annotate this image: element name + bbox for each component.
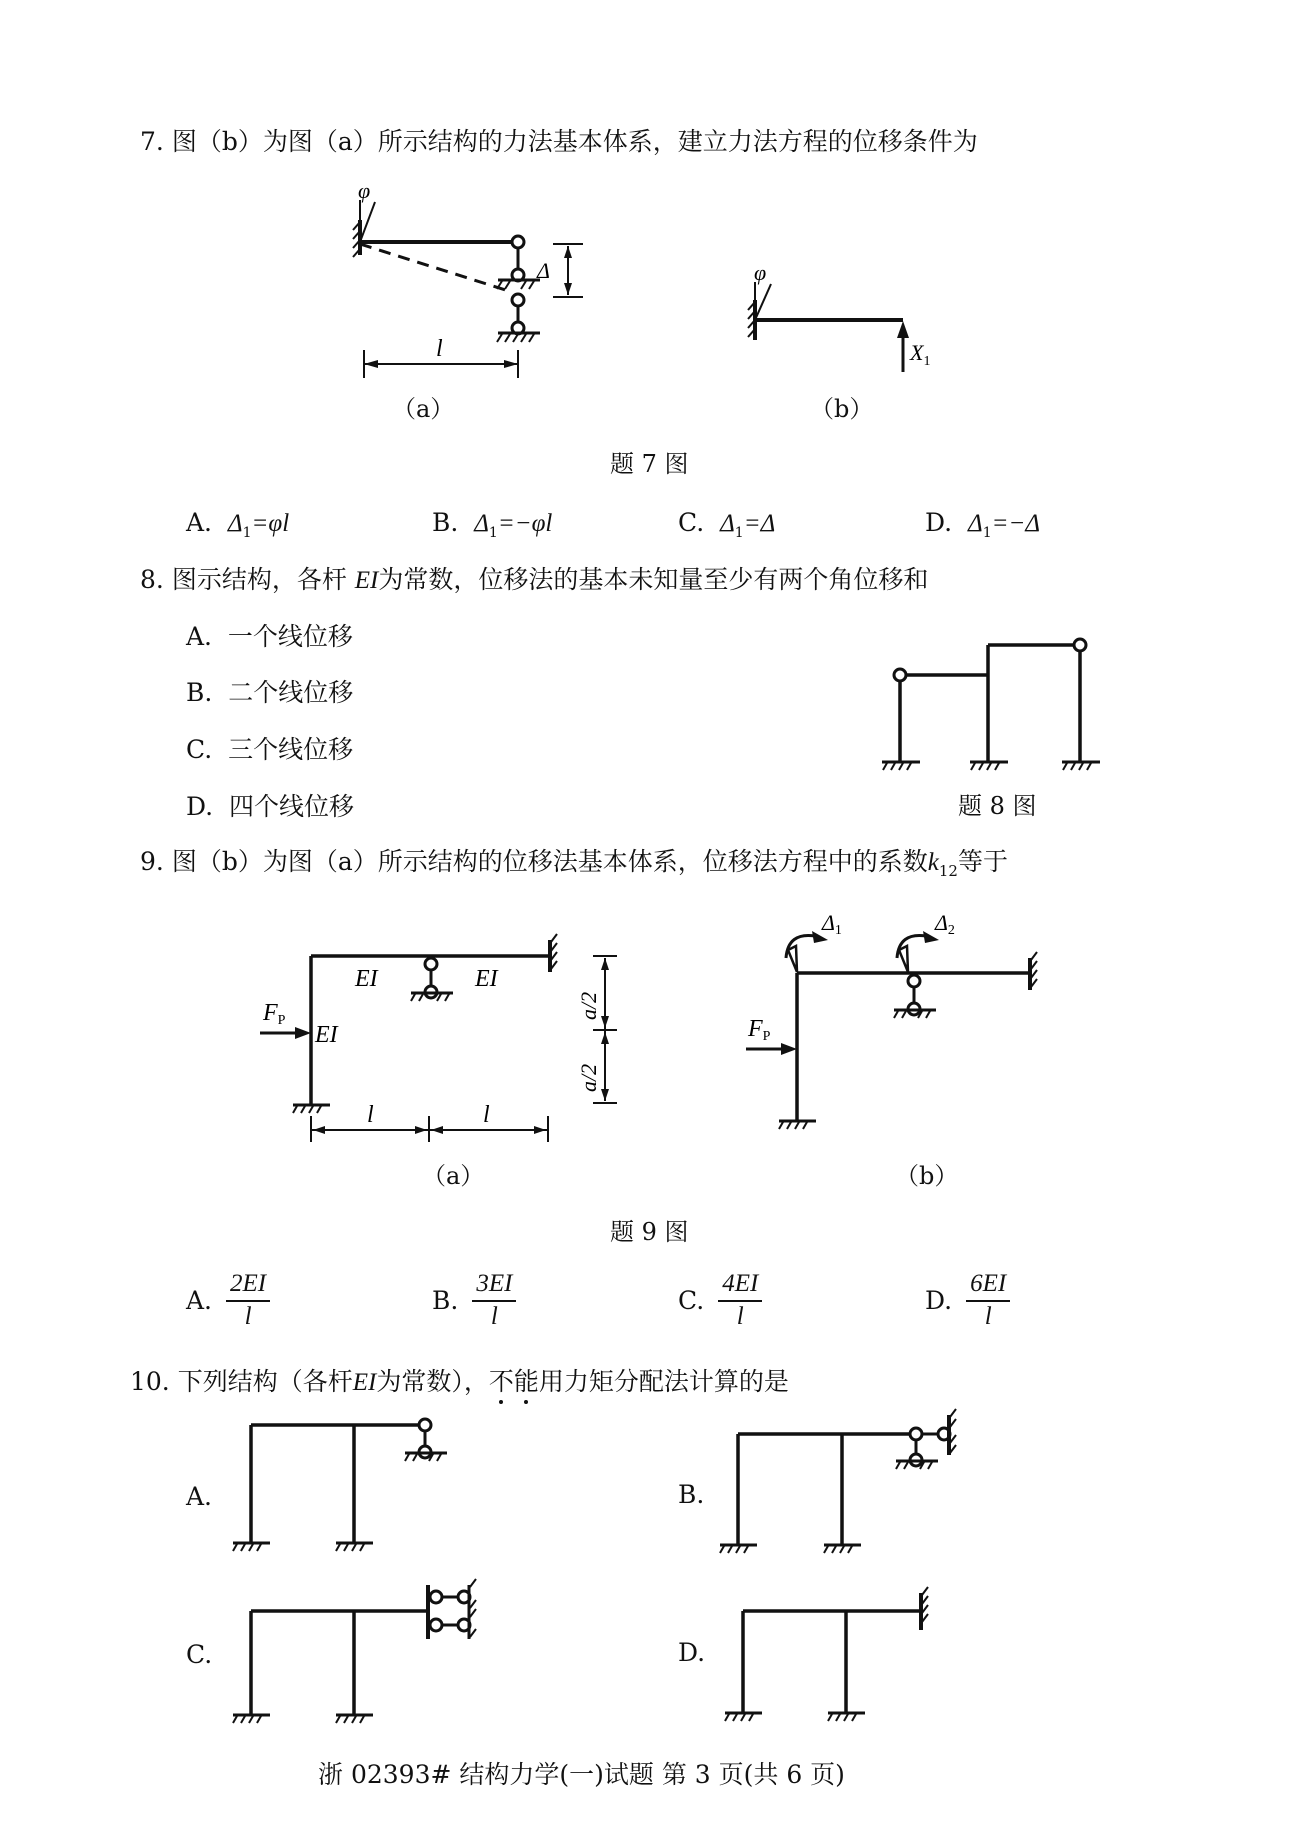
q7b-caption: （b）: [810, 395, 874, 423]
q9-option-b[interactable]: [432, 1270, 516, 1332]
q10-stem-post: 用力矩分配法计算的是: [538, 1367, 789, 1396]
q10-option-a-label[interactable]: A.: [186, 1482, 213, 1511]
q10-number: 10.: [130, 1367, 170, 1396]
q7-stem: [140, 127, 978, 157]
q10-emphasis-2: 能: [513, 1367, 539, 1396]
q7b-force-label: $X_1$: [910, 340, 931, 369]
fraction-numerator: 2EI: [226, 1270, 270, 1302]
fraction-denominator: l: [736, 1303, 744, 1330]
option-text: 二个线位移: [228, 678, 354, 707]
q10-option-c-label[interactable]: C.: [186, 1640, 213, 1669]
q9-option-a[interactable]: [186, 1270, 270, 1332]
q9-stem-k-sub: 12: [938, 862, 958, 880]
q10-option-b-label[interactable]: B.: [678, 1480, 705, 1509]
option-letter: B.: [432, 508, 459, 537]
q7a-length-label: l: [436, 336, 443, 362]
q7-option-d[interactable]: [925, 508, 1040, 548]
q7-number: 7.: [140, 127, 164, 156]
q9a-half-a-top: a/2: [576, 991, 601, 1020]
q9b-delta2-label: Δ2: [935, 910, 955, 938]
fraction-denominator: l: [984, 1303, 992, 1330]
q7-figure-a: [340, 180, 620, 430]
q10-option-a-figure[interactable]: [225, 1405, 475, 1560]
q10-stem: [130, 1367, 789, 1398]
option-sub: 1: [982, 525, 992, 541]
q10-stem-mid: 为常数），: [376, 1367, 489, 1396]
option-rhs: =−Δ: [991, 510, 1041, 537]
option-text: 一个线位移: [227, 622, 353, 651]
q9-figure-a: [255, 920, 645, 1150]
q9-option-c[interactable]: [678, 1270, 762, 1332]
q7b-phi-label: φ: [754, 260, 767, 285]
option-sub: 1: [734, 525, 744, 541]
q9b-force-arrow: [781, 1043, 797, 1055]
q9a-half-a-bottom: a/2: [576, 1063, 601, 1092]
option-letter: A.: [186, 622, 213, 651]
q9-figure-b: [730, 910, 1070, 1140]
q10-stem-ei: EI: [352, 1369, 377, 1396]
q8-stem-ei: EI: [354, 567, 379, 594]
q8-option-b[interactable]: [186, 678, 353, 708]
q7a-deflected-shape: [360, 244, 512, 292]
page-footer: 浙 02393# 结构力学(一)试题 第 3 页(共 6 页): [318, 1760, 845, 1789]
q8-option-c[interactable]: [186, 735, 353, 765]
q8-number: 8.: [140, 565, 164, 594]
q9-stem-k: k: [927, 849, 939, 876]
option-letter: B.: [432, 1286, 459, 1315]
option-letter: A.: [186, 508, 213, 537]
option-lhs: Δ: [720, 510, 735, 537]
q9a-l-right: l: [483, 1102, 490, 1128]
option-lhs: Δ: [968, 510, 983, 537]
option-fraction: [226, 1270, 270, 1332]
option-fraction: [472, 1270, 516, 1332]
option-letter: C.: [678, 508, 705, 537]
q9a-l-left: l: [367, 1102, 374, 1128]
option-rhs: =Δ: [743, 510, 776, 537]
q8-option-a[interactable]: [186, 622, 353, 652]
q9-figure-caption: 题 9 图: [610, 1218, 689, 1246]
option-letter: C.: [186, 735, 213, 764]
option-rhs: =φl: [251, 510, 290, 537]
fraction-denominator: l: [244, 1303, 252, 1330]
option-letter: B.: [186, 678, 213, 707]
option-lhs: Δ: [474, 510, 489, 537]
q10-emphasis-1: 不: [488, 1367, 514, 1396]
q9a-ei-right: EI: [475, 966, 498, 992]
q7b-force-arrow: [897, 321, 909, 338]
option-text: 四个线位移: [229, 792, 355, 821]
fraction-numerator: 3EI: [472, 1270, 516, 1302]
option-letter: D.: [925, 1286, 953, 1315]
q8-option-d[interactable]: [186, 792, 354, 822]
option-letter: D.: [925, 508, 953, 537]
q9-stem-pre: 图（b）为图（a）所示结构的位移法基本体系，位移法方程中的系数: [171, 847, 928, 876]
option-rhs: =−φl: [497, 510, 553, 537]
q8-figure-caption: 题 8 图: [958, 792, 1037, 820]
q8-stem-pre: 图示结构，各杆: [171, 565, 347, 594]
fraction-numerator: 4EI: [718, 1270, 762, 1302]
q7-option-c[interactable]: [678, 508, 775, 548]
fraction-denominator: l: [490, 1303, 498, 1330]
q8-figure: [880, 630, 1120, 790]
q9b-delta1-label: Δ1: [822, 910, 842, 938]
q7-option-a[interactable]: [186, 508, 289, 548]
option-letter: C.: [678, 1286, 705, 1315]
option-sub: 1: [488, 525, 498, 541]
q9-option-d[interactable]: [925, 1270, 1010, 1332]
option-sub: 1: [242, 525, 252, 541]
q7-figure-b: [740, 250, 940, 380]
q9-stem: [140, 847, 1008, 886]
q10-option-d-label[interactable]: D.: [678, 1638, 706, 1667]
q7-option-b[interactable]: [432, 508, 552, 548]
q10-stem-pre: 下列结构（各杆: [177, 1367, 353, 1396]
q7-stem-text: 图（b）为图（a）所示结构的力法基本体系，建立力法方程的位移条件为: [171, 127, 978, 156]
q7a-caption: （a）: [392, 395, 455, 423]
q8-stem: [140, 565, 928, 596]
q9a-force-arrow: [295, 1027, 311, 1039]
q7-figure-caption: 题 7 图: [610, 450, 689, 478]
q10-option-b-figure[interactable]: [715, 1405, 975, 1565]
q10-option-d-figure[interactable]: [715, 1575, 965, 1730]
q8-stem-post: 为常数，位移法的基本未知量至少有两个角位移和: [378, 565, 929, 594]
option-lhs: Δ: [227, 510, 243, 537]
q9-stem-post: 等于: [957, 847, 1008, 876]
option-letter: D.: [186, 792, 214, 821]
fraction-numerator: 6EI: [966, 1270, 1010, 1302]
option-letter: A.: [186, 1286, 213, 1315]
q9b-force-label: FP: [748, 1016, 771, 1044]
q10-option-c-figure[interactable]: [225, 1575, 475, 1730]
option-fraction: [966, 1270, 1010, 1332]
option-fraction: [718, 1270, 762, 1332]
q9b-caption: （b）: [895, 1162, 959, 1190]
q7a-delta-label: Δ: [537, 258, 550, 283]
q9a-caption: （a）: [422, 1162, 485, 1190]
q9a-force-label: FP: [263, 1000, 286, 1028]
q7a-phi-label: φ: [358, 178, 371, 203]
option-text: 三个线位移: [228, 735, 354, 764]
q9a-ei-left: EI: [315, 1022, 338, 1048]
q9a-ei-mid: EI: [355, 966, 378, 992]
q9-number: 9.: [140, 847, 164, 876]
